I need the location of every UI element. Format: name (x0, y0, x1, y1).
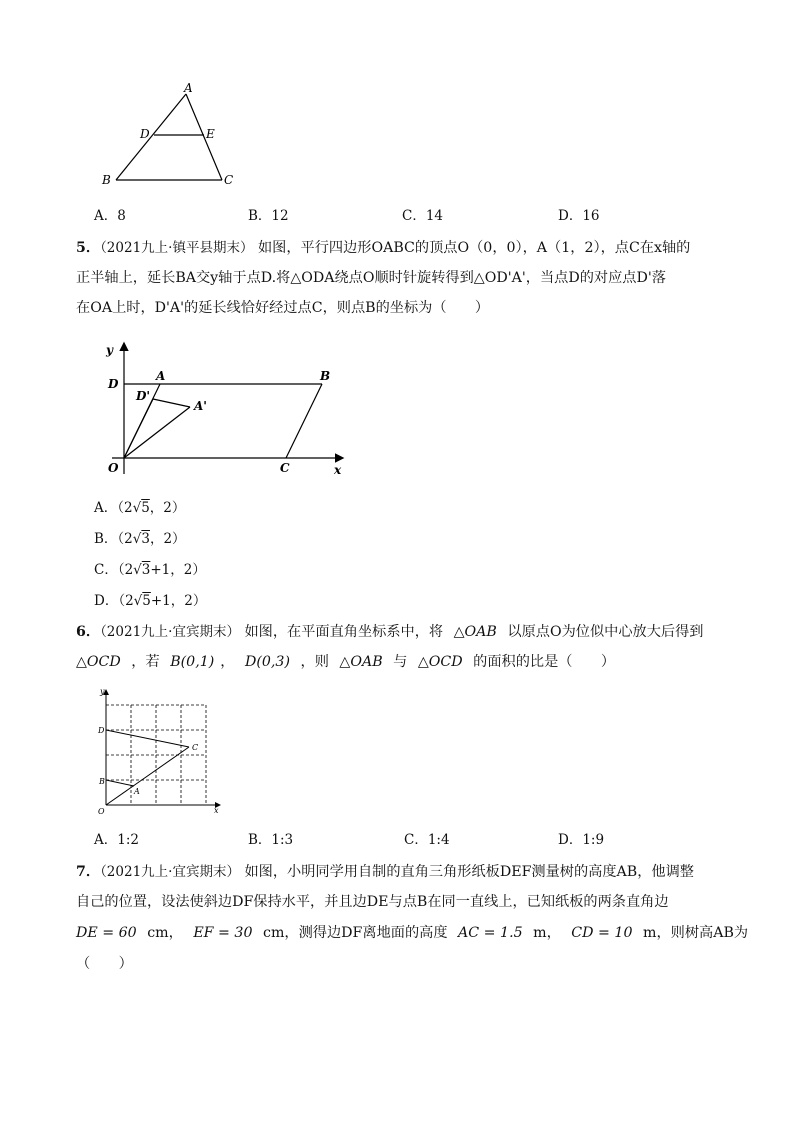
label-a: A (184, 81, 193, 95)
label-e: E (206, 127, 215, 141)
q6-option-b: B．1:3 (248, 832, 294, 848)
q5-text-line1: 如图，平行四边形OABC的顶点O（0，0），A（1，2），点C在x轴的 (257, 240, 691, 256)
segment-ac (186, 94, 222, 180)
math-tri-oab-2: △OAB (339, 654, 383, 670)
q7-unit-cm1: cm， (147, 925, 183, 941)
grid-figure-q6 (90, 684, 230, 820)
label-o: O (108, 461, 119, 475)
q6-source: （2021九上·宜宾期末） (100, 624, 240, 640)
q7-text-line1: 如图，小明同学用自制的直角三角形纸板DEF测量树的高度AB，他调整 (244, 864, 694, 880)
q5-option-c-prefix: C．（2 (94, 562, 134, 578)
q7-stem-line3 (76, 923, 748, 943)
label-a-prime: A' (194, 399, 207, 413)
label-b: B (102, 173, 111, 187)
q4-option-d: D．16 (558, 208, 600, 224)
q5-option-b-suffix: ，2） (149, 531, 186, 547)
label-d: D (108, 377, 119, 391)
q5-option-d-radicand: 5 (142, 593, 151, 609)
math-tri-ocd-2: △OCD (417, 654, 463, 670)
q5-option-b-radicand: 3 (141, 531, 150, 547)
q5-option-a-suffix: ，2） (149, 500, 186, 516)
segment-od-prime (124, 399, 153, 458)
q6-text-b: 以原点O为位似中心放大后得到 (507, 624, 704, 640)
q7-stem-line2: 自己的位置，设法使斜边DF保持水平，并且边DE与点B在同一直线上，已知纸板的两条直角边 (76, 894, 669, 910)
label-x: x (334, 463, 342, 477)
segment-oa-prime (124, 407, 190, 458)
q5-stem-line3: 在OA上时，D'A'的延长线恰好经过点C，则点B的坐标为（ ） (76, 300, 490, 316)
sqrt-sign: √ (132, 531, 142, 547)
label-o: O (98, 807, 105, 816)
segment-ab (116, 94, 186, 180)
label-a: A (156, 369, 166, 383)
label-c: C (224, 173, 234, 187)
q5-option-b-prefix: B．（2 (94, 531, 133, 547)
q4-option-c: C．14 (402, 208, 444, 224)
q7-stem-line1 (76, 862, 694, 882)
q6-text-c: ，若 (131, 654, 160, 670)
segment-dprime-aprime (153, 399, 190, 407)
sqrt-sign: √ (132, 500, 142, 516)
label-a: A (134, 787, 140, 796)
math-tri-oab: △OAB (453, 624, 497, 640)
label-y: y (100, 687, 105, 696)
math-ef: EF = 30 (193, 925, 253, 941)
q7-source: （2021九上·宜宾期末） (100, 864, 240, 880)
q6-option-c: C．1:4 (404, 832, 450, 848)
q7-unit-cm2: cm，测得边DF离地面的高度 (263, 925, 448, 941)
label-c: C (192, 743, 199, 752)
label-b: B (320, 369, 331, 383)
segment-ba (106, 780, 134, 786)
q7-number: 7． (76, 864, 101, 880)
q5-source: （2021九上·镇平县期末） (100, 240, 254, 256)
label-x: x (214, 806, 219, 815)
q5-number: 5． (76, 240, 101, 256)
triangle-figure-q4 (96, 80, 246, 192)
label-d-prime: D' (136, 389, 151, 403)
label-d: D (140, 127, 150, 141)
q6-number: 6． (76, 624, 101, 640)
sqrt-sign: √ (133, 593, 143, 609)
segment-oc (106, 747, 189, 805)
math-cd: CD = 10 (571, 925, 633, 941)
q5-option-a-prefix: A．（2 (94, 500, 133, 516)
label-b: B (99, 777, 105, 786)
q5-stem-line1 (76, 238, 690, 258)
segment-dc (106, 730, 189, 747)
q5-option-a-radicand: 5 (141, 500, 150, 516)
q5-option-c-suffix: +1，2） (150, 562, 206, 578)
q6-text-a: 如图，在平面直角坐标系中，将 (244, 624, 444, 640)
q5-option-c-radicand: 3 (141, 562, 151, 578)
label-d: D (98, 726, 105, 735)
q5-option-a (94, 498, 185, 518)
q7-answer-paren: （ ） (76, 956, 133, 972)
label-c: C (280, 461, 290, 475)
q6-option-a: A．1:2 (94, 832, 139, 848)
math-d-coord: D(0,3) (244, 654, 290, 670)
q6-text-f: 的面积的比是（ ） (473, 654, 616, 670)
math-ac: AC = 1.5 (458, 925, 523, 941)
label-y: y (106, 343, 113, 357)
q5-option-b (94, 529, 186, 549)
q6-option-d: D．1:9 (558, 832, 605, 848)
q6-stem-line1 (76, 622, 703, 642)
q5-option-d (94, 591, 206, 611)
grid-lines (106, 705, 206, 805)
sqrt-sign: √ (133, 562, 142, 578)
q5-option-c (94, 560, 206, 580)
q5-option-d-prefix: D．（2 (94, 593, 134, 609)
q6-stem-line2: △OCD ，若 B(0,1) ， D(0,3) ，则 △OAB 与 △OCD 的面积的比是（ ） (76, 654, 616, 670)
q5-option-d-suffix: +1，2） (150, 593, 207, 609)
q5-stem-line2: 正半轴上，延长BA交y轴于点D.将△ODA绕点O顺时针旋转得到△OD'A'，当点D的对应点D'落 (76, 270, 666, 286)
math-b-coord: B(0,1) (170, 654, 215, 670)
q6-text-e: 与 (393, 654, 408, 670)
parallelogram-figure-q5 (98, 336, 360, 482)
math-tri-ocd: △OCD (76, 654, 121, 670)
q7-unit-m1: m， (533, 925, 561, 941)
q6-text-d: ，则 (300, 654, 329, 670)
q4-option-b: B．12 (248, 208, 289, 224)
q4-option-a: A．8 (94, 208, 126, 224)
q7-unit-m2: m，则树高AB为 (643, 925, 749, 941)
math-de: DE = 60 (76, 925, 137, 941)
segment-bc (286, 384, 322, 458)
